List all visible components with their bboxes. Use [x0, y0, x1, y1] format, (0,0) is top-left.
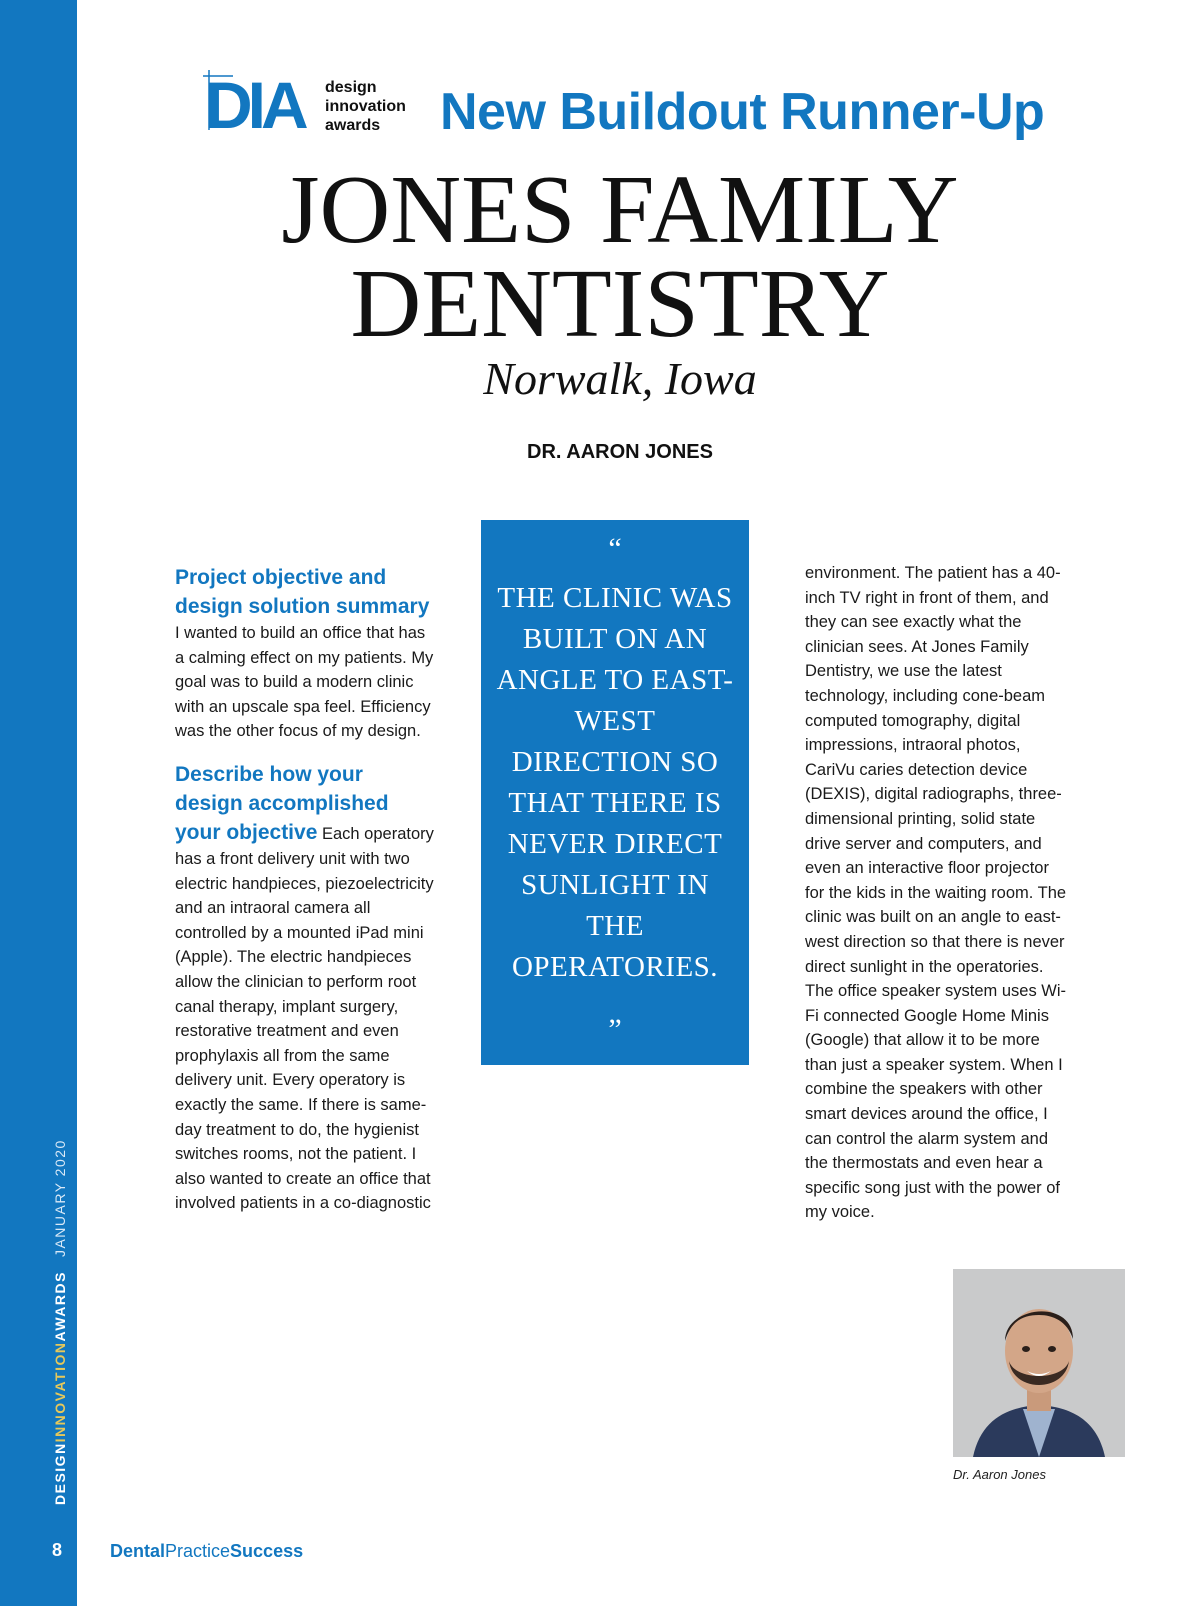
- page-number: 8: [52, 1540, 63, 1560]
- pull-quote-text: THE CLINIC WAS BUILT ON AN ANGLE TO EAST-WEST DIRECTION SO THAT THERE IS NEVER DIRECT SUNLIGHT IN THE OPERATORIES.: [496, 582, 734, 983]
- dia-logo-mark: [203, 70, 321, 132]
- award-category-title: New Buildout Runner-Up: [440, 83, 1045, 141]
- title-line-1: JONES FAMILY: [281, 156, 959, 264]
- question-2-answer: Each operatory has a front delivery unit with two electric handpieces, piezoelectricity and an intraoral camera all controlled by a mounted iPad mini (Apple). The electric handpieces allow the clinician to perform root canal therapy, implant surgery, restorative treatment and even prophylaxis all from the same delivery unit. Every operatory is exactly the same. If there is same-day treatment to do, the hygienist switches rooms, not the patient. I also wanted to create an office that involved patients in a co-diagnostic: [175, 824, 434, 1213]
- logo-line-awards: awards: [325, 117, 381, 134]
- title-line-2: DENTISTRY: [350, 250, 890, 358]
- footer-brand-dental: Dental: [110, 1541, 166, 1561]
- pull-quote-box: [481, 520, 749, 1065]
- logo-line-innovation: innovation: [325, 98, 406, 115]
- portrait-illustration: [953, 1269, 1125, 1457]
- footer-publication-name: [110, 1541, 303, 1562]
- article-column-1: [175, 563, 435, 1232]
- vertical-issue-date: JANUARY 2020: [52, 1139, 68, 1258]
- question-2: [175, 760, 435, 1216]
- vertical-section-label: [52, 1139, 68, 1505]
- practice-title: [160, 156, 1080, 358]
- practice-location: Norwalk, Iowa: [483, 353, 757, 404]
- doctor-portrait-photo: [953, 1269, 1125, 1457]
- logo-line-design: design: [325, 79, 377, 96]
- vertical-design: DESIGN: [52, 1442, 68, 1505]
- close-quote-mark: ”: [608, 1013, 622, 1046]
- question-1-heading: Project objective and design solution summary: [175, 566, 430, 618]
- open-quote-mark: “: [608, 532, 622, 565]
- footer-brand-practice: Practice: [165, 1541, 231, 1561]
- article-column-3: [805, 561, 1070, 1225]
- photo-caption: Dr. Aaron Jones: [953, 1467, 1046, 1482]
- vertical-awards: AWARDS: [52, 1271, 68, 1342]
- question-1-answer: I wanted to build an office that has a calming effect on my patients. My goal was to build a modern clinic with an upscale spa feel. Efficiency was the other focus of my design.: [175, 624, 434, 741]
- column-3-text: environment. The patient has a 40-inch TV right in front of them, and they can see exactly what the clinician sees. At Jones Family Dentistry, we use the latest technology, including cone-beam computed tomography, digital impressions, intraoral photos, CariVu caries detection device (DEXIS), digital radiographs, three-dimensional printing, solid state drive server and computers, and even an interactive floor projector for the kids in the waiting room. The clinic was built on an angle to east-west direction so that there is never direct sunlight in the operatories. The office speaker system uses Wi-Fi connected Google Home Minis (Google) that allow it to be more than just a speaker system. When I combine the speakers with other smart devices around the office, I can control the alarm system and the thermostats and even hear a specific song just with the power of my voice.: [805, 564, 1067, 1222]
- dia-logo-letters: DIA: [205, 70, 304, 132]
- dia-logo: [203, 70, 418, 132]
- question-1: [175, 563, 435, 744]
- doctor-byline: DR. AARON JONES: [527, 441, 713, 463]
- vertical-innovation: INNOVATION: [52, 1341, 68, 1443]
- footer-brand-success: Success: [230, 1541, 304, 1561]
- question-2-heading: Describe how your design accomplished your objective: [175, 762, 389, 844]
- logo-wordmark: [325, 78, 406, 135]
